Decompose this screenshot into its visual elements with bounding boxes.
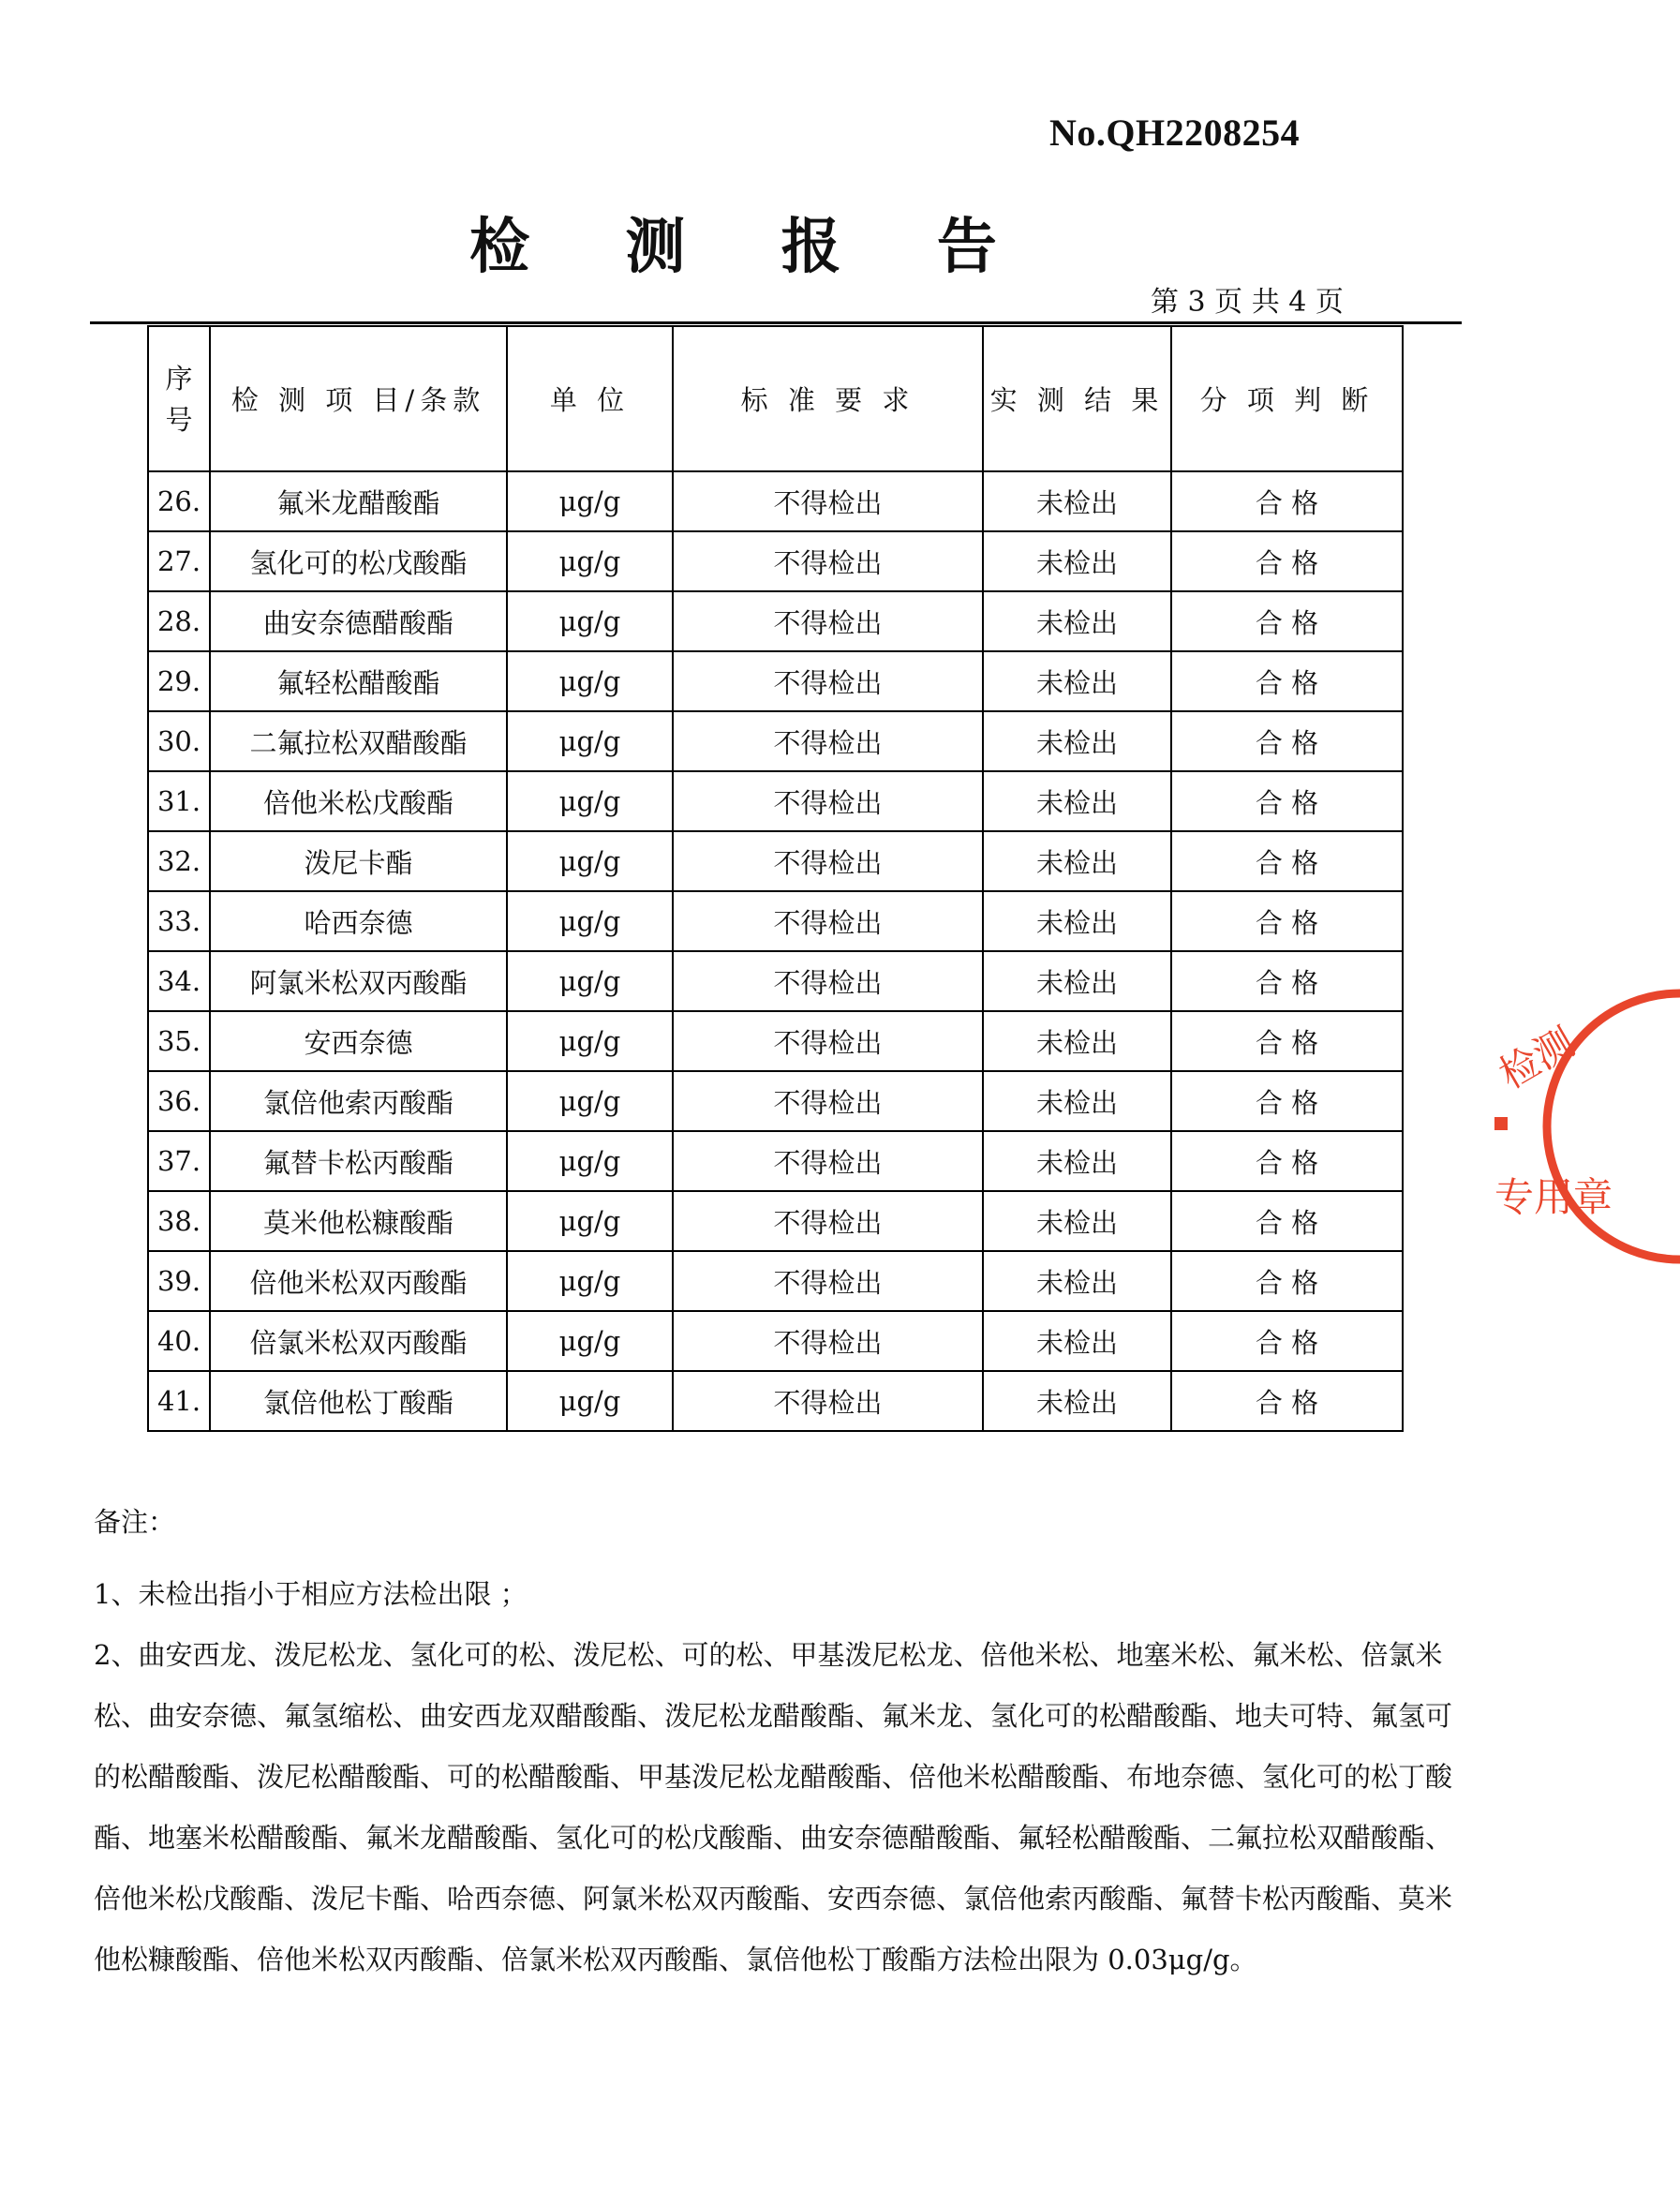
cell-standard: 不得检出 — [673, 531, 983, 591]
cell-seq: 41. — [148, 1371, 210, 1431]
cell-seq: 29. — [148, 651, 210, 711]
cell-seq: 28. — [148, 591, 210, 651]
cell-seq: 34. — [148, 951, 210, 1011]
cell-standard: 不得检出 — [673, 1011, 983, 1071]
cell-result: 未检出 — [983, 831, 1171, 891]
cell-judgement: 合 格 — [1171, 891, 1403, 951]
table-row — [148, 951, 1403, 1011]
cell-unit: μg/g — [507, 591, 673, 651]
cell-item: 氟替卡松丙酸酯 — [210, 1131, 507, 1191]
note-1: 1、未检出指小于相应方法检出限 ； — [94, 1578, 528, 1610]
header-item: 检 测 项 目/条款 — [210, 326, 507, 471]
cell-judgement: 合 格 — [1171, 1191, 1403, 1251]
cell-item: 阿氯米松双丙酸酯 — [210, 951, 507, 1011]
note-2: 2、曲安西龙、泼尼松龙、氢化可的松、泼尼松、可的松、甲基泼尼松龙、倍他米松、地塞米松、氟米松、倍氯米松、曲安奈德、氟氢缩松、曲安西龙双醋酸酯、泼尼松龙醋酸酯、氟米龙、氢化可的松醋酸酯、地夫可特、氟氢可的松醋酸酯、泼尼松醋酸酯、可的松醋酸酯、甲基泼尼松龙醋酸酯、倍他米松醋酸酯、布地奈德、氢化可的松丁酸酯、地塞米松醋酸酯、氟米龙醋酸酯、氢化可的松戊酸酯、曲安奈德醋酸酯、氟轻松醋酸酯、二氟拉松双醋酸酯、倍他米松戊酸酯、泼尼卡酯、哈西奈德、阿氯米松双丙酸酯、安西奈德、氯倍他索丙酸酯、氟替卡松丙酸酯、莫米他松糠酸酯、倍他米松双丙酸酯、倍氯米松双丙酸酯、氯倍他松丁酸酯方法检出限为 0.03μg/g。 — [94, 1639, 1453, 1975]
cell-unit: μg/g — [507, 831, 673, 891]
cell-standard: 不得检出 — [673, 1311, 983, 1371]
cell-judgement: 合 格 — [1171, 651, 1403, 711]
table-row — [148, 651, 1403, 711]
cell-result: 未检出 — [983, 1131, 1171, 1191]
cell-result: 未检出 — [983, 1191, 1171, 1251]
cell-standard: 不得检出 — [673, 1371, 983, 1431]
table-row — [148, 831, 1403, 891]
cell-result: 未检出 — [983, 711, 1171, 771]
cell-item: 氟轻松醋酸酯 — [210, 651, 507, 711]
cell-standard: 不得检出 — [673, 831, 983, 891]
table-row — [148, 1371, 1403, 1431]
cell-result: 未检出 — [983, 591, 1171, 651]
cell-result: 未检出 — [983, 1251, 1171, 1311]
cell-unit: μg/g — [507, 711, 673, 771]
cell-result: 未检出 — [983, 951, 1171, 1011]
cell-result: 未检出 — [983, 1311, 1171, 1371]
cell-standard: 不得检出 — [673, 591, 983, 651]
results-table — [147, 325, 1404, 1432]
table-row — [148, 591, 1403, 651]
cell-unit: μg/g — [507, 531, 673, 591]
cell-result: 未检出 — [983, 1011, 1171, 1071]
cell-unit: μg/g — [507, 1071, 673, 1131]
table-body — [148, 471, 1403, 1431]
header-rule — [90, 321, 1462, 324]
cell-item: 氯倍他索丙酸酯 — [210, 1071, 507, 1131]
cell-unit: μg/g — [507, 1131, 673, 1191]
table-row — [148, 711, 1403, 771]
cell-result: 未检出 — [983, 531, 1171, 591]
table-header-row — [148, 326, 1403, 471]
cell-seq: 26. — [148, 471, 210, 531]
cell-unit: μg/g — [507, 1371, 673, 1431]
cell-judgement: 合 格 — [1171, 1371, 1403, 1431]
cell-item: 氟米龙醋酸酯 — [210, 471, 507, 531]
header-seq — [148, 326, 210, 471]
cell-standard: 不得检出 — [673, 951, 983, 1011]
header-standard: 标 准 要 求 — [673, 326, 983, 471]
table-row — [148, 471, 1403, 531]
cell-judgement: 合 格 — [1171, 831, 1403, 891]
cell-standard: 不得检出 — [673, 651, 983, 711]
cell-seq: 35. — [148, 1011, 210, 1071]
table-row — [148, 1131, 1403, 1191]
table-row — [148, 891, 1403, 951]
cell-seq: 27. — [148, 531, 210, 591]
cell-unit: μg/g — [507, 471, 673, 531]
table-row — [148, 1251, 1403, 1311]
cell-standard: 不得检出 — [673, 891, 983, 951]
cell-result: 未检出 — [983, 1071, 1171, 1131]
cell-result: 未检出 — [983, 771, 1171, 831]
cell-judgement: 合 格 — [1171, 591, 1403, 651]
table-row — [148, 1071, 1403, 1131]
cell-item: 倍他米松双丙酸酯 — [210, 1251, 507, 1311]
table-row — [148, 531, 1403, 591]
report-title: 检 测 报 告 — [469, 212, 1034, 282]
table-row — [148, 1011, 1403, 1071]
cell-result: 未检出 — [983, 1371, 1171, 1431]
cell-unit: μg/g — [507, 651, 673, 711]
cell-seq: 40. — [148, 1311, 210, 1371]
cell-judgement: 合 格 — [1171, 951, 1403, 1011]
seal-mark — [1494, 1117, 1508, 1130]
cell-judgement: 合 格 — [1171, 711, 1403, 771]
seal-text-bottom: 专用章 — [1494, 1174, 1613, 1220]
cell-unit: μg/g — [507, 1251, 673, 1311]
cell-item: 莫米他松糠酸酯 — [210, 1191, 507, 1251]
cell-judgement: 合 格 — [1171, 1011, 1403, 1071]
cell-item: 安西奈德 — [210, 1011, 507, 1071]
cell-judgement: 合 格 — [1171, 771, 1403, 831]
table-row — [148, 1191, 1403, 1251]
cell-seq: 36. — [148, 1071, 210, 1131]
table-row — [148, 771, 1403, 831]
cell-unit: μg/g — [507, 1311, 673, 1371]
cell-unit: μg/g — [507, 1191, 673, 1251]
cell-judgement: 合 格 — [1171, 1311, 1403, 1371]
cell-item: 泼尼卡酯 — [210, 831, 507, 891]
report-number: No.QH2208254 — [1049, 112, 1301, 154]
cell-seq: 30. — [148, 711, 210, 771]
header-unit: 单 位 — [507, 326, 673, 471]
cell-unit: μg/g — [507, 771, 673, 831]
cell-seq: 32. — [148, 831, 210, 891]
cell-seq: 31. — [148, 771, 210, 831]
notes-section — [94, 1492, 1462, 1990]
official-seal — [1483, 986, 1680, 1267]
cell-item: 倍氯米松双丙酸酯 — [210, 1311, 507, 1371]
cell-judgement: 合 格 — [1171, 1251, 1403, 1311]
cell-item: 氯倍他松丁酸酯 — [210, 1371, 507, 1431]
cell-item: 曲安奈德醋酸酯 — [210, 591, 507, 651]
seal-text-top: 检测 — [1491, 1018, 1583, 1098]
cell-item: 哈西奈德 — [210, 891, 507, 951]
cell-judgement: 合 格 — [1171, 1071, 1403, 1131]
header-seq-label: 序 号 — [165, 362, 193, 436]
cell-seq: 33. — [148, 891, 210, 951]
cell-standard: 不得检出 — [673, 1071, 983, 1131]
cell-seq: 38. — [148, 1191, 210, 1251]
cell-unit: μg/g — [507, 891, 673, 951]
header-judgement: 分 项 判 断 — [1171, 326, 1403, 471]
cell-item: 氢化可的松戊酸酯 — [210, 531, 507, 591]
cell-standard: 不得检出 — [673, 711, 983, 771]
cell-judgement: 合 格 — [1171, 1131, 1403, 1191]
cell-unit: μg/g — [507, 1011, 673, 1071]
cell-standard: 不得检出 — [673, 1191, 983, 1251]
cell-result: 未检出 — [983, 651, 1171, 711]
cell-item: 二氟拉松双醋酸酯 — [210, 711, 507, 771]
cell-item: 倍他米松戊酸酯 — [210, 771, 507, 831]
cell-standard: 不得检出 — [673, 1131, 983, 1191]
cell-seq: 39. — [148, 1251, 210, 1311]
cell-result: 未检出 — [983, 471, 1171, 531]
page-indicator: 第 3 页 共 4 页 — [1151, 286, 1344, 319]
cell-seq: 37. — [148, 1131, 210, 1191]
cell-result: 未检出 — [983, 891, 1171, 951]
cell-standard: 不得检出 — [673, 471, 983, 531]
cell-judgement: 合 格 — [1171, 531, 1403, 591]
cell-judgement: 合 格 — [1171, 471, 1403, 531]
table-row — [148, 1311, 1403, 1371]
cell-unit: μg/g — [507, 951, 673, 1011]
notes-heading: 备注： — [94, 1506, 176, 1538]
header-result: 实 测 结 果 — [983, 326, 1171, 471]
cell-standard: 不得检出 — [673, 1251, 983, 1311]
cell-standard: 不得检出 — [673, 771, 983, 831]
